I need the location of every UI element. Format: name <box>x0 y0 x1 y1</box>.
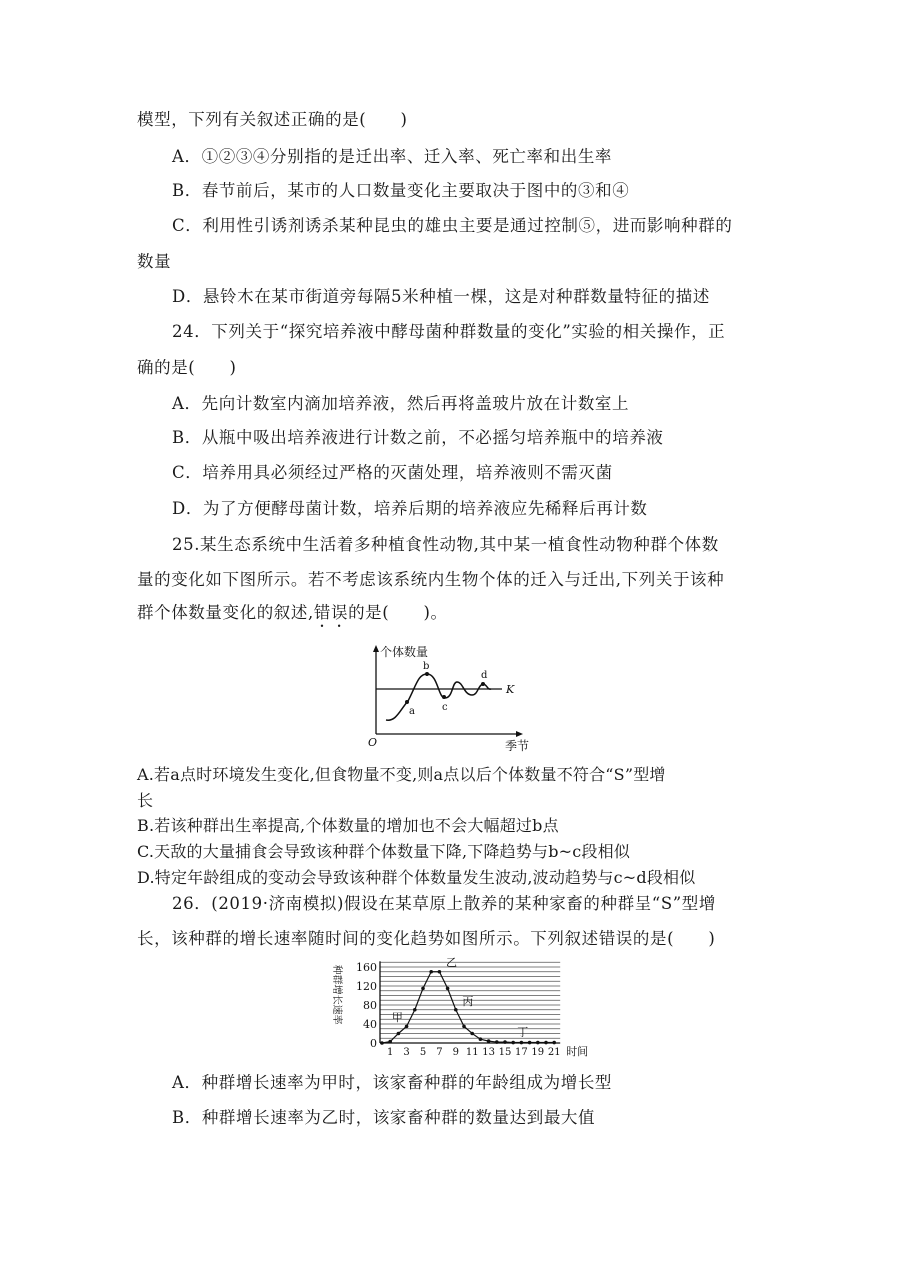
data-point <box>421 987 425 991</box>
annotation-label: 丁 <box>517 1025 529 1039</box>
q25-stem: 25.某生态系统中生活着多种植食性动物,其中某一植食性动物种群个体数 <box>172 535 719 554</box>
origin-label: O <box>368 736 378 749</box>
y-tick-label: 120 <box>356 980 377 993</box>
q23-stem: 模型，下列有关叙述正确的是( ) <box>137 110 408 129</box>
y-axis-label: 种群增长速率 <box>331 964 342 1025</box>
data-point <box>413 1008 417 1012</box>
x-tick-label: 21 <box>547 1047 561 1058</box>
q23-option-c: C．利用性引诱剂诱杀某种昆虫的雄虫主要是通过控制⑤，进而影响种群的 <box>172 216 733 235</box>
x-tick-label: 11 <box>465 1047 479 1058</box>
q25-option-a-cont: 长 <box>137 791 154 810</box>
y-tick-label: 0 <box>370 1037 377 1050</box>
y-tick-label: 160 <box>356 961 377 974</box>
label-c: c <box>442 702 448 713</box>
k-label: K <box>506 683 515 696</box>
point-a <box>405 700 409 704</box>
data-point <box>388 1040 392 1044</box>
q25-option-d: D.特定年龄组成的变动会导致该种群个体数量发生波动,波动趋势与c~d段相似 <box>137 868 696 887</box>
x-tick-label: 1 <box>387 1047 394 1058</box>
data-point <box>429 970 433 974</box>
q24-option-c: C．培养用具必须经过严格的灭菌处理，培养液则不需灭菌 <box>172 463 613 482</box>
q25-option-c: C.天敌的大量捕食会导致该种群个体数量下降,下降趋势与b~c段相似 <box>137 842 631 861</box>
q25-option-a: A.若a点时环境发生变化,但食物量不变,则a点以后个体数量不符合“S”型增 <box>137 765 666 784</box>
x-tick-label: 9 <box>452 1047 459 1058</box>
x-tick-label: 7 <box>436 1047 443 1058</box>
q23-option-a: A．①②③④分别指的是迁出率、迁入率、死亡率和出生率 <box>172 147 613 166</box>
population-curve <box>386 674 491 720</box>
x-axis-arrow <box>516 731 523 737</box>
data-point <box>544 1041 548 1045</box>
data-point <box>511 1041 515 1045</box>
q25-option-b: B.若该种群出生率提高,个体数量的增加也不会大幅超过b点 <box>137 816 559 835</box>
annotation-label: 丙 <box>462 995 474 1008</box>
q26-option-a: A．种群增长速率为甲时，该家畜种群的年龄组成为增长型 <box>172 1073 613 1092</box>
q25-stem-cont2 <box>137 603 448 631</box>
point-c <box>442 695 446 699</box>
q23-option-b: B．春节前后，某市的人口数量变化主要取决于图中的③和④ <box>172 181 630 200</box>
growth-rate-chart <box>330 953 590 1065</box>
data-point <box>495 1040 499 1044</box>
annotation-label: 甲 <box>391 1011 403 1025</box>
point-d <box>481 682 485 686</box>
q25-emphasis: 错误 <box>313 603 349 622</box>
x-tick-label: 5 <box>419 1047 427 1058</box>
q26-stem-cont: 长，该种群的增长速率随时间的变化趋势如图所示。下列叙述错误的是( ) <box>137 929 716 948</box>
x-tick-label: 19 <box>531 1047 545 1058</box>
data-point <box>405 1025 409 1029</box>
y-tick-label: 80 <box>363 999 377 1012</box>
q25-stem-end: 的是( )。 <box>348 603 448 622</box>
data-point <box>528 1041 532 1045</box>
q26-stem: 26．(2019·济南模拟)假设在某草原上散养的某种家畜的种群呈“S”型增 <box>172 894 716 913</box>
q24-stem: 24．下列关于“探究培养液中酵母菌种群数量的变化”实验的相关操作，正 <box>172 322 726 341</box>
annotation-label: 乙 <box>445 956 457 970</box>
x-axis-label: 季节 <box>505 739 530 753</box>
q23-option-d: D．悬铃木在某市街道旁每隔5米种植一棵，这是对种群数量特征的描述 <box>172 287 710 306</box>
data-point <box>446 987 450 991</box>
q24-stem-cont: 确的是( ) <box>137 358 237 377</box>
data-point <box>470 1032 474 1036</box>
q25-population-figure <box>360 640 540 755</box>
data-point <box>479 1037 483 1041</box>
q24-option-a: A．先向计数室内滴加培养液，然后再将盖玻片放在计数室上 <box>172 394 630 413</box>
x-tick-label: 13 <box>482 1047 495 1058</box>
data-point <box>503 1040 507 1044</box>
q24-option-b: B．从瓶中吸出培养液进行计数之前，不必摇匀培养瓶中的培养液 <box>172 428 664 447</box>
q24-option-d: D．为了方便酵母菌计数，培养后期的培养液应先稀释后再计数 <box>172 499 648 518</box>
q26-option-b: B．种群增长速率为乙时，该家畜种群的数量达到最大值 <box>172 1108 596 1127</box>
q25-stem-text: 群个体数量变化的叙述, <box>137 603 314 622</box>
x-tick-label: 17 <box>515 1047 528 1058</box>
data-point <box>380 1041 384 1045</box>
label-a: a <box>409 706 415 717</box>
data-point <box>397 1032 401 1036</box>
y-axis-arrow <box>373 645 379 652</box>
y-tick-label: 40 <box>363 1018 377 1031</box>
x-tick-label: 15 <box>498 1047 512 1058</box>
q25-stem-cont: 量的变化如下图所示。若不考虑该系统内生物个体的迁入与迁出,下列关于该种 <box>137 570 725 589</box>
data-point <box>462 1025 466 1029</box>
y-axis-label: 个体数量 <box>380 645 429 659</box>
label-d: d <box>481 670 488 681</box>
x-axis-label: 时间 <box>566 1045 589 1058</box>
label-b: b <box>423 661 430 672</box>
x-tick-label: 3 <box>403 1047 410 1058</box>
data-point <box>552 1041 556 1045</box>
q23-option-c-cont: 数量 <box>137 252 172 271</box>
data-point <box>438 970 442 974</box>
point-b <box>425 672 429 676</box>
data-point <box>520 1041 524 1045</box>
data-point <box>487 1039 491 1043</box>
data-point <box>536 1041 540 1045</box>
data-point <box>454 1008 458 1012</box>
